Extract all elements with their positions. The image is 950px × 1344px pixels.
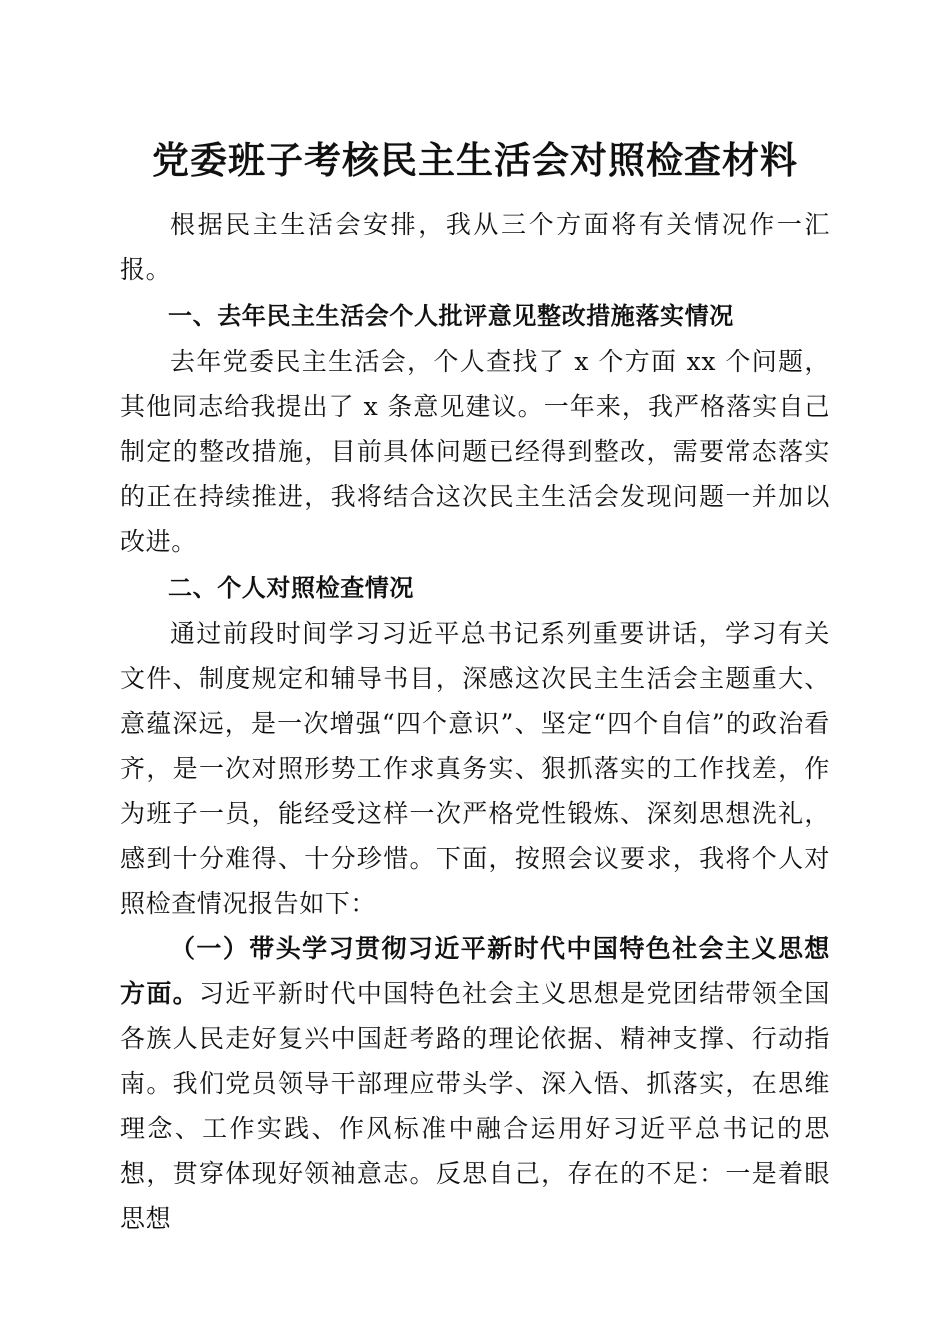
section-1-heading: 一、去年民主生活会个人批评意见整改措施落实情况	[168, 302, 734, 330]
subsection-1-text: 习近平新时代中国特色社会主义思想是党团结带领全国各族人民走好复兴中国赶考路的理论依据、精神支撑、行动指南。我们党员领导干部理应带头学、深入悟、抓落实，在思维理念、工作实践、作风标准中融合运用好习近平总书记的思想，贯穿体现好领袖意志。反思自己，存在的不足：一是着眼思想	[120, 979, 830, 1233]
section-2-heading: 二、个人对照检查情况	[168, 574, 414, 602]
intro-paragraph: 根据民主生活会安排，我从三个方面将有关情况作一汇报。	[120, 210, 830, 284]
section-1-paragraph: 去年党委民主生活会，个人查找了 x 个方面 xx 个问题，其他同志给我提出了 x 条意见建议。一年来，我严格落实自己制定的整改措施，目前具体问题已经得到整改，需要常态落实的正在持续推进，我将结合这次民主生活会发现问题一并加以改进。	[120, 347, 830, 556]
subsection-1-paragraph	[120, 926, 830, 1241]
subsection-1-lead: （一）带头学习贯彻习近平新时代中国特色社会主义思想方面。	[120, 934, 830, 1008]
document-body	[120, 202, 830, 1241]
section-2-paragraph: 通过前段时间学习习近平总书记系列重要讲话，学习有关文件、制度规定和辅导书目，深感这次民主生活会主题重大、意蕴深远，是一次增强“四个意识”、坚定“四个自信”的政治看齐，是一次对照形势工作求真务实、狠抓落实的工作找差，作为班子一员，能经受这样一次严格党性锻炼、深刻思想洗礼，感到十分难得、十分珍惜。下面，按照会议要求，我将个人对照检查情况报告如下：	[120, 619, 830, 918]
document-title: 党委班子考核民主生活会对照检查材料	[152, 138, 798, 182]
